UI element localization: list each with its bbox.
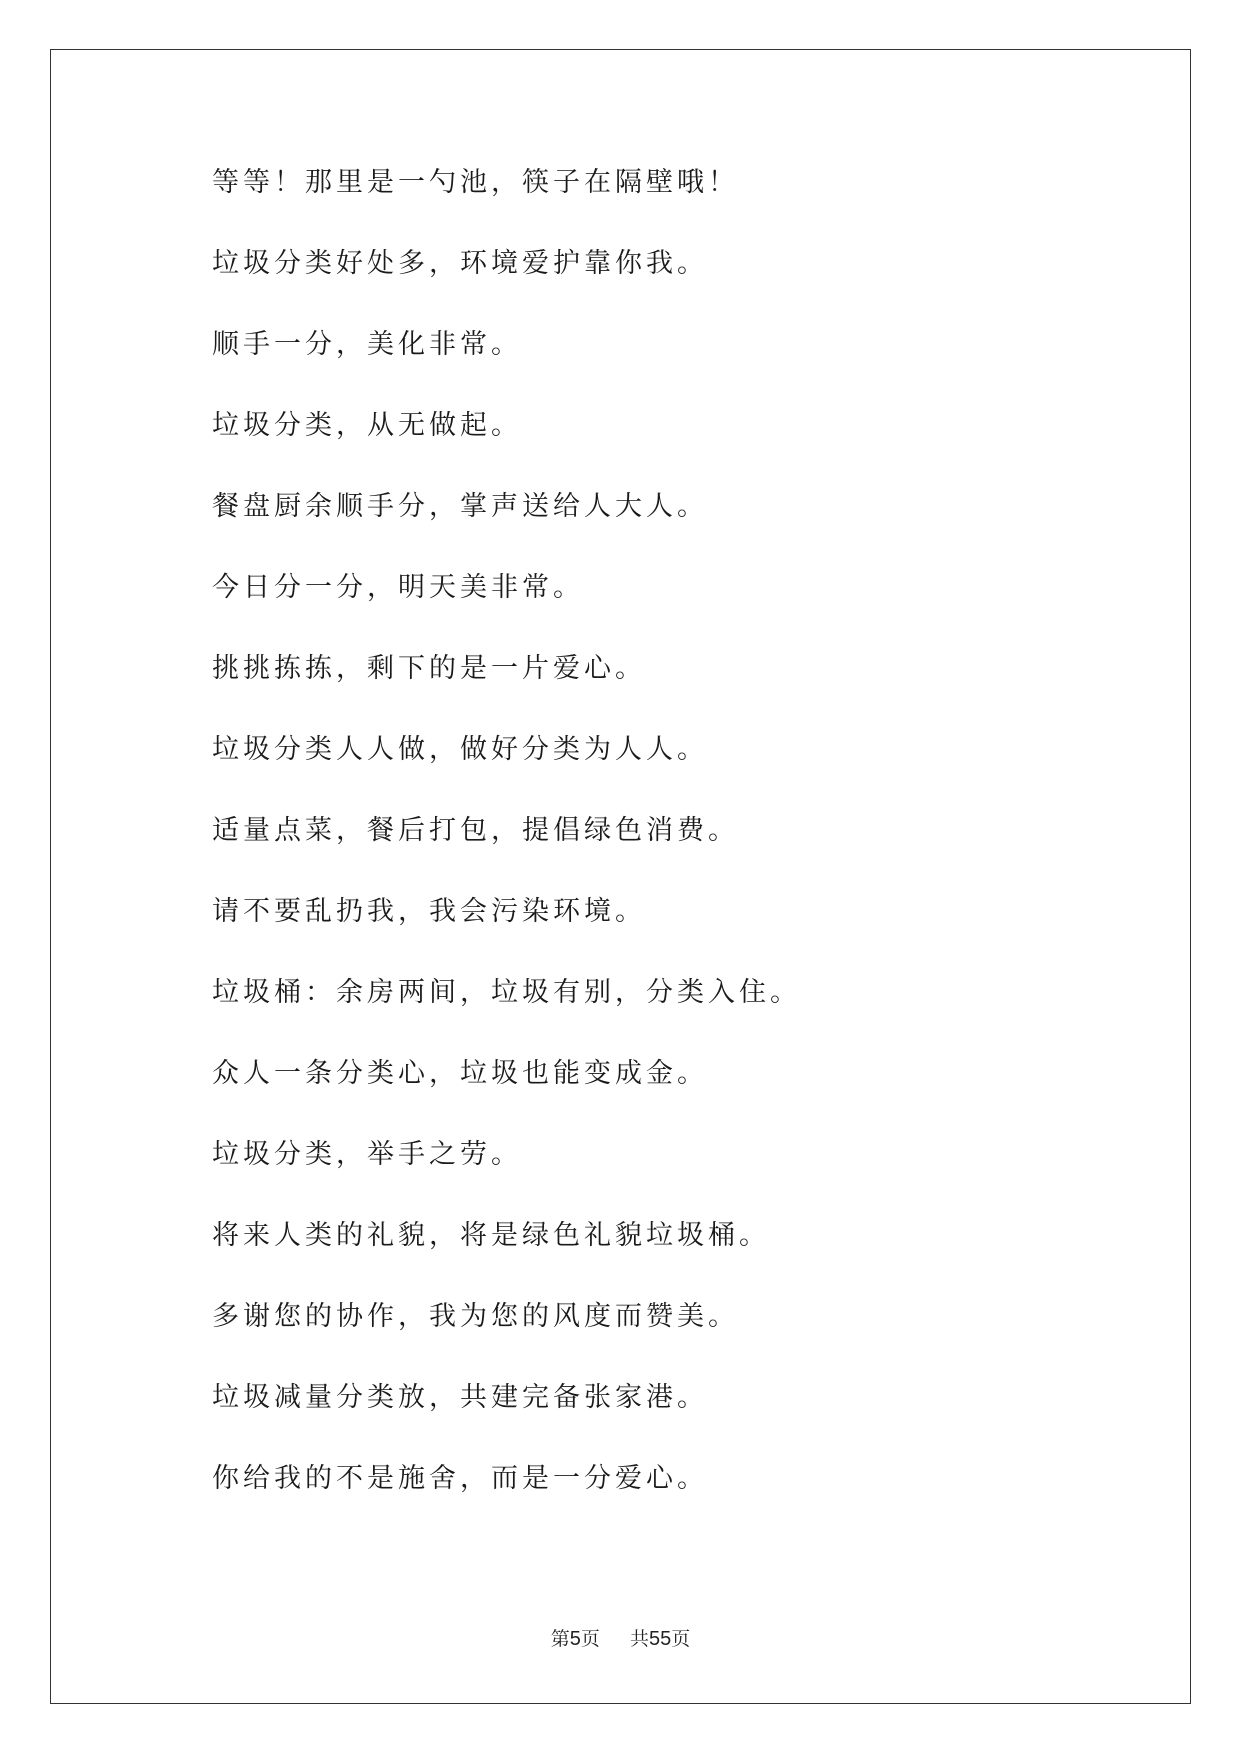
text-line: 你给我的不是施舍，而是一分爱心。: [212, 1463, 708, 1494]
text-line: 等等！那里是一勺池，筷子在隔壁哦！: [212, 167, 739, 198]
total-pages-indicator: [630, 1628, 690, 1650]
text-line: 顺手一分，美化非常。: [212, 329, 522, 360]
text-line: 垃圾分类，从无做起。: [212, 410, 522, 441]
page-indicator: [551, 1628, 606, 1650]
text-line: 垃圾分类人人做，做好分类为人人。: [212, 734, 708, 765]
text-line: 餐盘厨余顺手分，掌声送给人大人。: [212, 491, 708, 522]
text-line: 垃圾分类好处多，环境爱护靠你我。: [212, 248, 708, 279]
text-line: 挑挑拣拣，剩下的是一片爱心。: [212, 653, 646, 684]
text-line: 多谢您的协作，我为您的风度而赞美。: [212, 1301, 739, 1332]
total-pages: 55: [649, 1628, 672, 1650]
total-prefix: 共: [629, 1628, 649, 1650]
text-line: 垃圾减量分类放，共建完备张家港。: [212, 1382, 708, 1413]
page-suffix: 页: [580, 1628, 600, 1650]
text-line: 请不要乱扔我，我会污染环境。: [212, 896, 646, 927]
document-body: [212, 168, 1112, 1545]
text-line: 将来人类的礼貌，将是绿色礼貌垃圾桶。: [212, 1220, 770, 1251]
text-line: 适量点菜，餐后打包，提倡绿色消费。: [212, 815, 739, 846]
text-line: 今日分一分，明天美非常。: [212, 572, 584, 603]
total-suffix: 页: [671, 1628, 691, 1650]
text-line: 众人一条分类心，垃圾也能变成金。: [212, 1058, 708, 1089]
page-number: 5: [569, 1628, 581, 1650]
text-line: 垃圾桶：余房两间，垃圾有别，分类入住。: [212, 977, 801, 1008]
page-prefix: 第: [550, 1628, 570, 1650]
text-line: 垃圾分类，举手之劳。: [212, 1139, 522, 1170]
page-footer: [0, 1624, 1241, 1651]
